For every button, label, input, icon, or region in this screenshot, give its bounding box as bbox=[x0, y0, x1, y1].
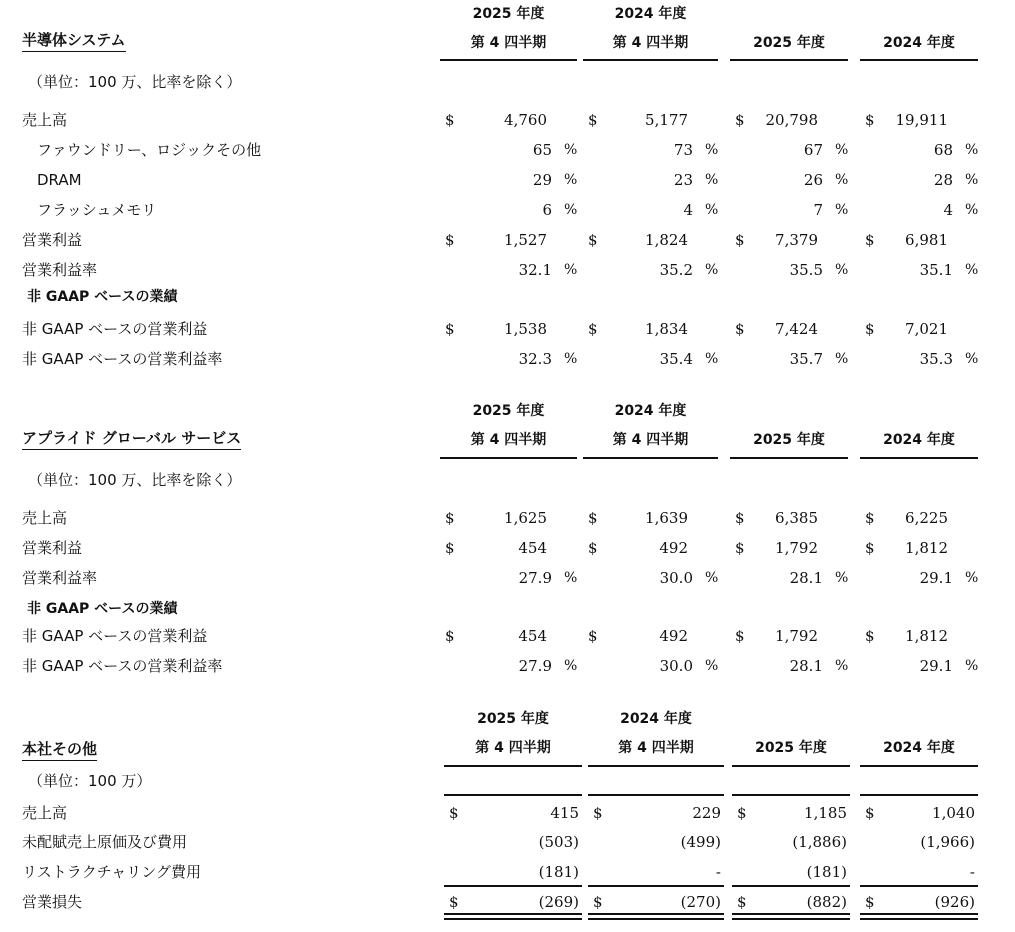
cell-value: 35.3 bbox=[919, 350, 953, 368]
subheading: 非 GAAP ベースの業績 bbox=[27, 289, 178, 305]
percent-symbol: % bbox=[564, 262, 578, 278]
currency-symbol: $ bbox=[445, 320, 455, 338]
column-period: 第 4 四半期 bbox=[612, 35, 689, 51]
percent-symbol: % bbox=[965, 202, 979, 218]
cell-value: 73 bbox=[673, 141, 693, 159]
currency-symbol: $ bbox=[735, 231, 745, 249]
cell-value: 28 bbox=[933, 171, 953, 189]
currency-symbol: $ bbox=[865, 111, 875, 129]
column-header-rule bbox=[860, 457, 978, 459]
percent-symbol: % bbox=[835, 172, 849, 188]
currency-symbol: $ bbox=[737, 804, 747, 822]
currency-symbol: $ bbox=[735, 509, 745, 527]
percent-symbol: % bbox=[835, 570, 849, 586]
currency-symbol: $ bbox=[588, 539, 598, 557]
row-label: リストラクチャリング費用 bbox=[22, 863, 201, 881]
cell-value: 7,021 bbox=[905, 320, 948, 338]
cell-value: 29 bbox=[532, 171, 552, 189]
column-rule bbox=[732, 885, 850, 887]
percent-symbol: % bbox=[965, 142, 979, 158]
percent-symbol: % bbox=[965, 570, 979, 586]
column-header-rule bbox=[860, 59, 978, 61]
percent-symbol: % bbox=[835, 262, 849, 278]
currency-symbol: $ bbox=[588, 231, 598, 249]
cell-value: 4 bbox=[683, 201, 693, 219]
column-rule bbox=[444, 885, 582, 887]
cell-value: (181) bbox=[538, 863, 579, 881]
column-year: 2024 年度 bbox=[614, 403, 687, 419]
column-header-rule bbox=[444, 765, 582, 767]
cell-value: 1,527 bbox=[504, 231, 547, 249]
cell-value: 32.3 bbox=[518, 350, 552, 368]
cell-value: 1,185 bbox=[804, 804, 847, 822]
cell-value: 6,225 bbox=[905, 509, 948, 527]
currency-symbol: $ bbox=[735, 627, 745, 645]
double-underline bbox=[732, 918, 850, 920]
currency-symbol: $ bbox=[449, 893, 459, 911]
currency-symbol: $ bbox=[735, 320, 745, 338]
currency-symbol: $ bbox=[865, 893, 875, 911]
cell-value: (269) bbox=[538, 893, 579, 911]
double-underline bbox=[860, 913, 978, 915]
column-period: 2024 年度 bbox=[883, 740, 955, 756]
column-header-rule bbox=[588, 765, 724, 767]
percent-symbol: % bbox=[835, 142, 849, 158]
cell-value: 1,639 bbox=[645, 509, 688, 527]
column-year: 2024 年度 bbox=[620, 711, 692, 727]
currency-symbol: $ bbox=[445, 231, 455, 249]
cell-value: 6 bbox=[542, 201, 552, 219]
percent-symbol: % bbox=[965, 351, 979, 367]
unit-note: （単位：100 万、比率を除く） bbox=[28, 471, 242, 489]
column-header-rule bbox=[730, 59, 848, 61]
column-period: 2025 年度 bbox=[753, 35, 825, 51]
section-title: アプライド グローバル サービス bbox=[22, 428, 241, 450]
currency-symbol: $ bbox=[865, 320, 875, 338]
cell-value: (926) bbox=[934, 893, 975, 911]
percent-symbol: % bbox=[564, 202, 578, 218]
cell-value: - bbox=[715, 863, 721, 881]
percent-symbol: % bbox=[705, 142, 719, 158]
row-label: 売上高 bbox=[22, 111, 68, 129]
currency-symbol: $ bbox=[593, 804, 603, 822]
cell-value: 65 bbox=[532, 141, 552, 159]
cell-value: 68 bbox=[933, 141, 953, 159]
currency-symbol: $ bbox=[735, 111, 745, 129]
cell-value: 23 bbox=[673, 171, 693, 189]
cell-value: 5,177 bbox=[645, 111, 688, 129]
cell-value: 35.1 bbox=[919, 261, 953, 279]
cell-value: 1,792 bbox=[775, 627, 818, 645]
cell-value: 1,625 bbox=[504, 509, 547, 527]
column-header-rule bbox=[440, 59, 577, 61]
cell-value: 32.1 bbox=[518, 261, 552, 279]
row-label: 未配賦売上原価及び費用 bbox=[22, 833, 188, 851]
currency-symbol: $ bbox=[588, 111, 598, 129]
section-title: 本社その他 bbox=[22, 739, 97, 761]
row-label: 非 GAAP ベースの営業利益率 bbox=[22, 657, 223, 675]
cell-value: (1,886) bbox=[792, 833, 847, 851]
cell-value: 29.1 bbox=[919, 657, 953, 675]
double-underline bbox=[732, 913, 850, 915]
row-label: 非 GAAP ベースの営業利益率 bbox=[22, 350, 223, 368]
cell-value: 35.4 bbox=[659, 350, 693, 368]
currency-symbol: $ bbox=[865, 627, 875, 645]
percent-symbol: % bbox=[564, 351, 578, 367]
currency-symbol: $ bbox=[737, 893, 747, 911]
cell-value: 454 bbox=[518, 539, 547, 557]
column-rule bbox=[444, 794, 582, 796]
cell-value: - bbox=[969, 863, 975, 881]
cell-value: 1,812 bbox=[905, 539, 948, 557]
cell-value: 19,911 bbox=[895, 111, 948, 129]
unit-note: （単位：100 万、比率を除く） bbox=[28, 73, 242, 91]
cell-value: 1,792 bbox=[775, 539, 818, 557]
cell-value: 4,760 bbox=[504, 111, 547, 129]
double-underline bbox=[444, 918, 582, 920]
cell-value: 1,040 bbox=[932, 804, 975, 822]
currency-symbol: $ bbox=[593, 893, 603, 911]
cell-value: (1,966) bbox=[920, 833, 975, 851]
percent-symbol: % bbox=[705, 202, 719, 218]
row-label: 非 GAAP ベースの営業利益 bbox=[22, 627, 208, 645]
cell-value: 492 bbox=[659, 539, 688, 557]
column-rule bbox=[588, 794, 724, 796]
cell-value: 28.1 bbox=[789, 569, 823, 587]
row-label: 非 GAAP ベースの営業利益 bbox=[22, 320, 208, 338]
cell-value: 1,834 bbox=[645, 320, 688, 338]
cell-value: 4 bbox=[943, 201, 953, 219]
currency-symbol: $ bbox=[445, 111, 455, 129]
column-year: 2025 年度 bbox=[477, 711, 549, 727]
cell-value: 1,812 bbox=[905, 627, 948, 645]
cell-value: 7,424 bbox=[775, 320, 818, 338]
cell-value: 7 bbox=[813, 201, 823, 219]
column-header-rule bbox=[583, 457, 718, 459]
percent-symbol: % bbox=[564, 172, 578, 188]
column-header-rule bbox=[583, 59, 718, 61]
column-rule bbox=[860, 794, 978, 796]
cell-value: (499) bbox=[680, 833, 721, 851]
row-label: フラッシュメモリ bbox=[37, 201, 157, 219]
cell-value: 7,379 bbox=[775, 231, 818, 249]
column-period: 2025 年度 bbox=[753, 432, 825, 448]
double-underline bbox=[444, 913, 582, 915]
cell-value: 492 bbox=[659, 627, 688, 645]
cell-value: 26 bbox=[803, 171, 823, 189]
column-year: 2025 年度 bbox=[472, 6, 545, 22]
percent-symbol: % bbox=[705, 172, 719, 188]
column-year: 2025 年度 bbox=[472, 403, 545, 419]
subheading: 非 GAAP ベースの業績 bbox=[27, 601, 178, 617]
column-period: 2024 年度 bbox=[883, 35, 955, 51]
double-underline bbox=[588, 913, 724, 915]
column-period: 第 4 四半期 bbox=[475, 740, 551, 756]
cell-value: 6,385 bbox=[775, 509, 818, 527]
row-label: 売上高 bbox=[22, 509, 68, 527]
row-label: 営業利益率 bbox=[22, 261, 98, 279]
cell-value: 1,538 bbox=[504, 320, 547, 338]
double-underline bbox=[588, 918, 724, 920]
currency-symbol: $ bbox=[865, 539, 875, 557]
percent-symbol: % bbox=[564, 570, 578, 586]
cell-value: 229 bbox=[692, 804, 721, 822]
currency-symbol: $ bbox=[865, 509, 875, 527]
percent-symbol: % bbox=[965, 262, 979, 278]
percent-symbol: % bbox=[564, 658, 578, 674]
cell-value: (270) bbox=[680, 893, 721, 911]
row-label: 営業損失 bbox=[22, 893, 83, 911]
cell-value: 35.5 bbox=[789, 261, 823, 279]
currency-symbol: $ bbox=[865, 231, 875, 249]
currency-symbol: $ bbox=[588, 320, 598, 338]
currency-symbol: $ bbox=[588, 509, 598, 527]
column-rule bbox=[588, 885, 724, 887]
row-label: 売上高 bbox=[22, 804, 68, 822]
cell-value: 20,798 bbox=[765, 111, 818, 129]
cell-value: 415 bbox=[550, 804, 579, 822]
cell-value: 30.0 bbox=[659, 657, 693, 675]
column-header-rule bbox=[730, 457, 848, 459]
cell-value: 1,824 bbox=[645, 231, 688, 249]
column-period: 第 4 四半期 bbox=[612, 432, 689, 448]
cell-value: 27.9 bbox=[518, 569, 552, 587]
currency-symbol: $ bbox=[865, 804, 875, 822]
column-period: 2025 年度 bbox=[755, 740, 827, 756]
column-period: 2024 年度 bbox=[883, 432, 955, 448]
row-label: 営業利益率 bbox=[22, 569, 98, 587]
cell-value: 27.9 bbox=[518, 657, 552, 675]
cell-value: (503) bbox=[538, 833, 579, 851]
column-rule bbox=[860, 885, 978, 887]
row-label: 営業利益 bbox=[22, 231, 83, 249]
column-period: 第 4 四半期 bbox=[618, 740, 694, 756]
percent-symbol: % bbox=[705, 570, 719, 586]
column-year: 2024 年度 bbox=[614, 6, 687, 22]
double-underline bbox=[860, 918, 978, 920]
percent-symbol: % bbox=[835, 658, 849, 674]
row-label: 営業利益 bbox=[22, 539, 83, 557]
currency-symbol: $ bbox=[588, 627, 598, 645]
column-period: 第 4 四半期 bbox=[470, 432, 547, 448]
cell-value: 30.0 bbox=[659, 569, 693, 587]
percent-symbol: % bbox=[564, 142, 578, 158]
currency-symbol: $ bbox=[445, 627, 455, 645]
cell-value: (181) bbox=[806, 863, 847, 881]
row-label: ファウンドリー、ロジックその他 bbox=[37, 141, 262, 159]
percent-symbol: % bbox=[835, 351, 849, 367]
currency-symbol: $ bbox=[735, 539, 745, 557]
percent-symbol: % bbox=[705, 658, 719, 674]
column-header-rule bbox=[440, 457, 577, 459]
percent-symbol: % bbox=[705, 351, 719, 367]
cell-value: 67 bbox=[803, 141, 823, 159]
percent-symbol: % bbox=[705, 262, 719, 278]
cell-value: 29.1 bbox=[919, 569, 953, 587]
column-rule bbox=[732, 794, 850, 796]
cell-value: (882) bbox=[806, 893, 847, 911]
percent-symbol: % bbox=[835, 202, 849, 218]
column-header-rule bbox=[732, 765, 850, 767]
column-period: 第 4 四半期 bbox=[470, 35, 547, 51]
cell-value: 35.2 bbox=[659, 261, 693, 279]
currency-symbol: $ bbox=[445, 539, 455, 557]
percent-symbol: % bbox=[965, 658, 979, 674]
currency-symbol: $ bbox=[445, 509, 455, 527]
cell-value: 6,981 bbox=[905, 231, 948, 249]
percent-symbol: % bbox=[965, 172, 979, 188]
unit-note: （単位：100 万） bbox=[28, 772, 152, 790]
cell-value: 454 bbox=[518, 627, 547, 645]
column-header-rule bbox=[860, 765, 978, 767]
cell-value: 28.1 bbox=[789, 657, 823, 675]
cell-value: 35.7 bbox=[789, 350, 823, 368]
currency-symbol: $ bbox=[449, 804, 459, 822]
section-title: 半導体システム bbox=[22, 30, 126, 52]
row-label: DRAM bbox=[37, 171, 82, 189]
